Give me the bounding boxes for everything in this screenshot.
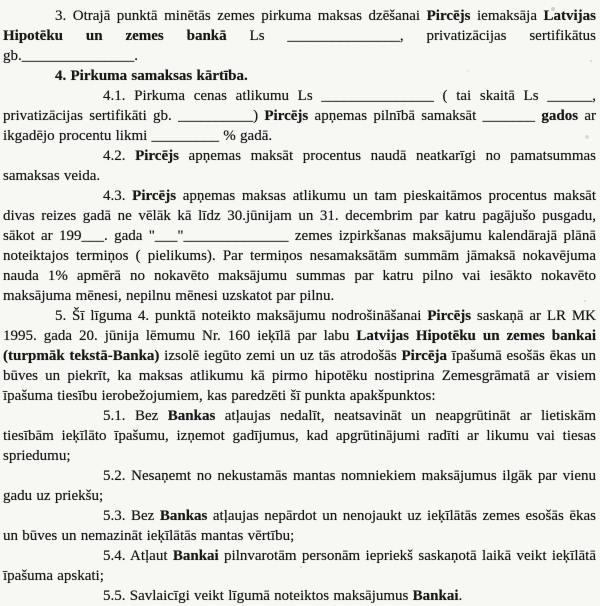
text-segment: atļaujas nedalīt, neatsavināt un neapgrūtināt ar lietiskām tiesībām ieķīlāto īpašumu, izņemot gadījumus, kad apgrūtinājumi radīti ar likumu vai tiesas spriedumu; [3,408,596,464]
text-segment: iemaksāja [470,8,544,24]
bold-text-segment: gados [541,108,579,124]
text-segment: 5.2. Nesaņemt no nekustamās mantas nomniekiem maksājumus ilgāk par vienu gadu uz priekšu; [3,468,596,504]
bold-text-segment: 4. Pirkuma samaksas kārtība. [55,68,248,84]
bold-text-segment: Pircēja [401,348,448,364]
clause-5-4 [3,546,596,586]
bold-text-segment: Pircējs [264,108,309,124]
text-segment: 5.3. Bez [103,508,160,524]
text-segment: . [458,588,463,604]
bold-text-segment: Pircējs [427,308,472,324]
scan-noise-specks [0,0,2,2]
text-segment: apņemas maksas atlikumu un tam pieskaitāmos procentus maksāt divas reizes gadā ne vēlāk kā līdz 30.jūnijam un 31. decembrim par katru pagājušo pusgadu, sākot ar 199___. gada "___"______________ zemes izpirkšanas maksājumu kalendārajā plānā noteiktajos termiņos ( pielikums). Par termiņos nesamaksātām summām jāmaksā nokavējuma nauda 1% apmērā no nokavēto maksājumu summas par katru pilno vai iesākto nokavēto maksājuma mēnesi, nepilnu mēnesi uzskatot par pilnu. [3,188,596,304]
bold-text-segment: Bankai [172,548,219,564]
text-segment: saskaņā ar LR MK 1995. gada 20. jūnija lēmumu Nr. 160 ieķīlā par labu [3,308,596,344]
text-segment: izsolē iegūto zemi un uz tās atrodošās [159,348,402,364]
text-segment: 3. Otrajā punktā minētās zemes pirkuma maksas dzēšanai [55,8,427,24]
text-segment: 5.4. Atļaut [103,548,173,564]
clause-5-2 [3,466,596,506]
text-segment: 5. Šī līguma 4. punktā noteikto maksājumu nodrošināšanai [55,308,428,324]
bold-text-segment: Pircējs [426,8,471,24]
text-segment: apņemas pilnībā samaksāt _______ [308,108,542,124]
clause-5-5 [3,586,596,606]
clause-4-1 [3,86,596,146]
bold-text-segment: Pircējs [132,188,177,204]
text-segment: 4.2. [103,148,136,164]
clause-5 [3,306,596,406]
bold-text-segment: Bankas [167,408,216,424]
bold-text-segment: Bankai [412,588,459,604]
clause-4-2 [3,146,596,186]
text-segment: 5.5. Savlaicīgi veikt līgumā noteiktos maksājumus [103,588,413,604]
clause-5-1 [3,406,596,466]
heading-4 [3,66,596,86]
clause-3 [3,6,596,66]
text-segment: īpašumā esošās ēkas un būves un piekrīt, ka maksas atlikumu kā pirmo hipotēku nostiprina Zemesgrāmatā ar visiem īpašuma tiesību ierobežojumiem, kas paredzēti šī punkta apakšpunktos: [3,348,597,404]
text-segment: 4.3. [103,188,133,204]
bold-text-segment: Pircējs [135,148,179,164]
text-segment: 5.1. Bez [103,408,168,424]
bold-text-segment: Bankas [159,508,208,524]
text-segment: apņemas maksāt procentus naudā neatkarīgi no pamatsummas samaksas veida. [3,148,596,184]
text-segment: atļaujas nepārdot un nenojaukt uz ieķīlātās zemes esošās ēkas un būves un nemazināt ieķīlātās mantas vērtību; [3,508,596,544]
clause-5-3 [3,506,596,546]
document-body [3,6,596,606]
bold-text-segment: Latvijas Hipotēku un zemes bankai (turpmāk tekstā-Banka) [3,328,596,364]
text-segment: 4.1. Pirkuma cenas atlikumu Ls _______________ ( tai skaitā Ls ______, privatizācijas sertifikāti gb. __________) [3,88,596,124]
clause-4-3 [3,186,596,306]
text-segment: pilnvarotām personām iepriekš saskaņotā laikā veikt ieķīlātā īpašuma apskati; [3,548,596,584]
text-segment: ar ikgadējo procentu likmi _________ % gadā. [3,108,596,144]
bold-text-segment: Latvijas Hipotēku un zemes bankā [3,8,596,44]
text-segment: Ls _______________, privatizācijas sertifikātus gb._______________. [3,28,596,64]
